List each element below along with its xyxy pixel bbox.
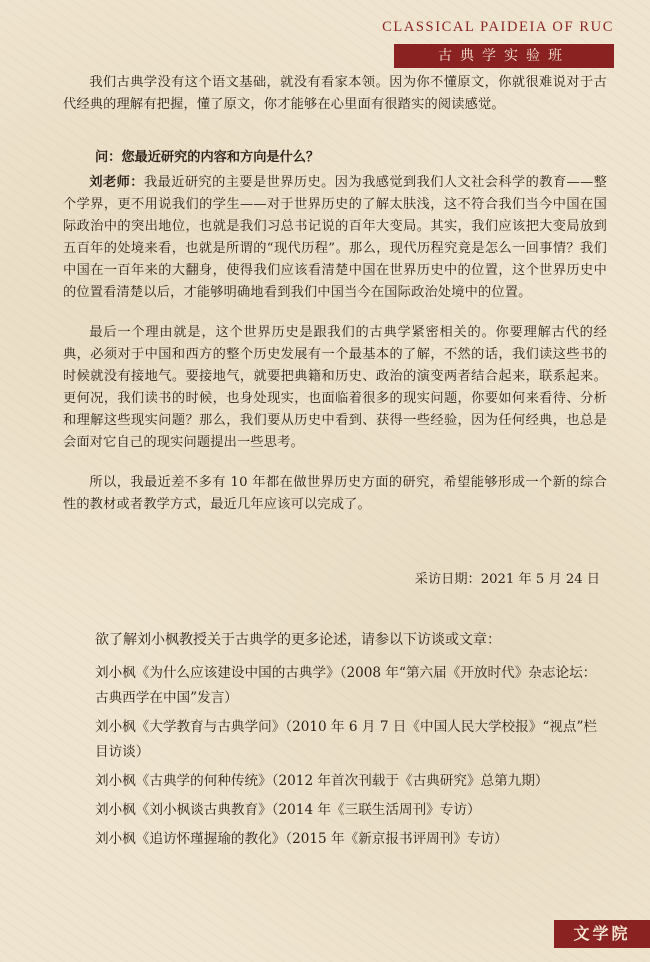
reference-item: 刘小枫《追访怀瑾握瑜的教化》（2015 年《新京报书评周刊》专访） (95, 831, 508, 847)
brand-english-title: CLASSICAL PAIDEIA OF RUC (382, 19, 614, 35)
reference-item: 刘小枫《刘小枫谈古典教育》（2014 年《三联生活周刊》专访） (95, 802, 481, 818)
brand-chinese-title: 古典学实验班 (394, 44, 614, 68)
college-tag: 文学院 (554, 920, 650, 948)
interview-date: 采访日期：2021 年 5 月 24 日 (414, 572, 600, 587)
answer-paragraph-3: 所以，我最近差不多有 10 年都在做世界历史方面的研究，希望能够形成一个新的综合性的教材或者教学方式，最近几年应该可以完成了。 (63, 475, 607, 512)
interview-question: 问：您最近研究的内容和方向是什么？ (95, 150, 320, 165)
speaker-label: 刘老师： (89, 175, 144, 190)
answer-paragraph-2: 最后一个理由就是，这个世界历史是跟我们的古典学紧密相关的。你要理解古代的经典，必须对于中国和西方的整个历史发展有一个最基本的了解，不然的话，我们读这些书的时候就没有接地气。要接地气，就要把典籍和历史、政治的演变两者结合起来，联系起来。更何况，我们读书的时候，也身处现实，也面临着很多的现实问题，你要如何来看待、分析和理解这些现实问题？那么，我们要从历史中看到、获得一些经验，因为任何经典，也总是会面对它自己的现实问题提出一些思考。 (63, 325, 607, 450)
reference-item: 刘小枫《为什么应该建设中国的古典学》（2008 年“第六届《开放时代》杂志论坛：古典西学在中国”发言） (95, 665, 597, 706)
answer-text-1: 我最近研究的主要是世界历史。因为我感觉到我们人文社会科学的教育——整个学界，更不用说我们的学生——对于世界历史的了解太肤浅，这不符合我们当今中国在国际政治中的突出地位，也就是我们习总书记说的百年大变局。其实，我们应该把大变局放到五百年的处境来看，也就是所谓的“现代历程”。那么，现代历程究竟是怎么一回事情？我们中国在一百年来的大翻身，使得我们应该看清楚中国在世界历史中的位置，这个世界历史中的位置看清楚以后，才能够明确地看到我们中国当今在国际政治处境中的位置。 (63, 175, 607, 300)
references-list (63, 661, 607, 856)
references-intro: 欲了解刘小枫教授关于古典学的更多论述，请参以下访谈或文章： (95, 632, 501, 648)
answer-paragraph-1 (63, 172, 607, 304)
opening-paragraph: 我们古典学没有这个语文基础，就没有看家本领。因为你不懂原文，你就很难说对于古代经典的理解有把握，懂了原文，你才能够在心里面有很踏实的阅读感觉。 (63, 75, 607, 112)
reference-item: 刘小枫《大学教育与古典学问》（2010 年 6 月 7 日《中国人民大学校报》“视点”栏目访谈） (95, 719, 598, 760)
reference-item: 刘小枫《古典学的何种传统》（2012 年首次刊载于《古典研究》总第九期） (95, 773, 549, 789)
